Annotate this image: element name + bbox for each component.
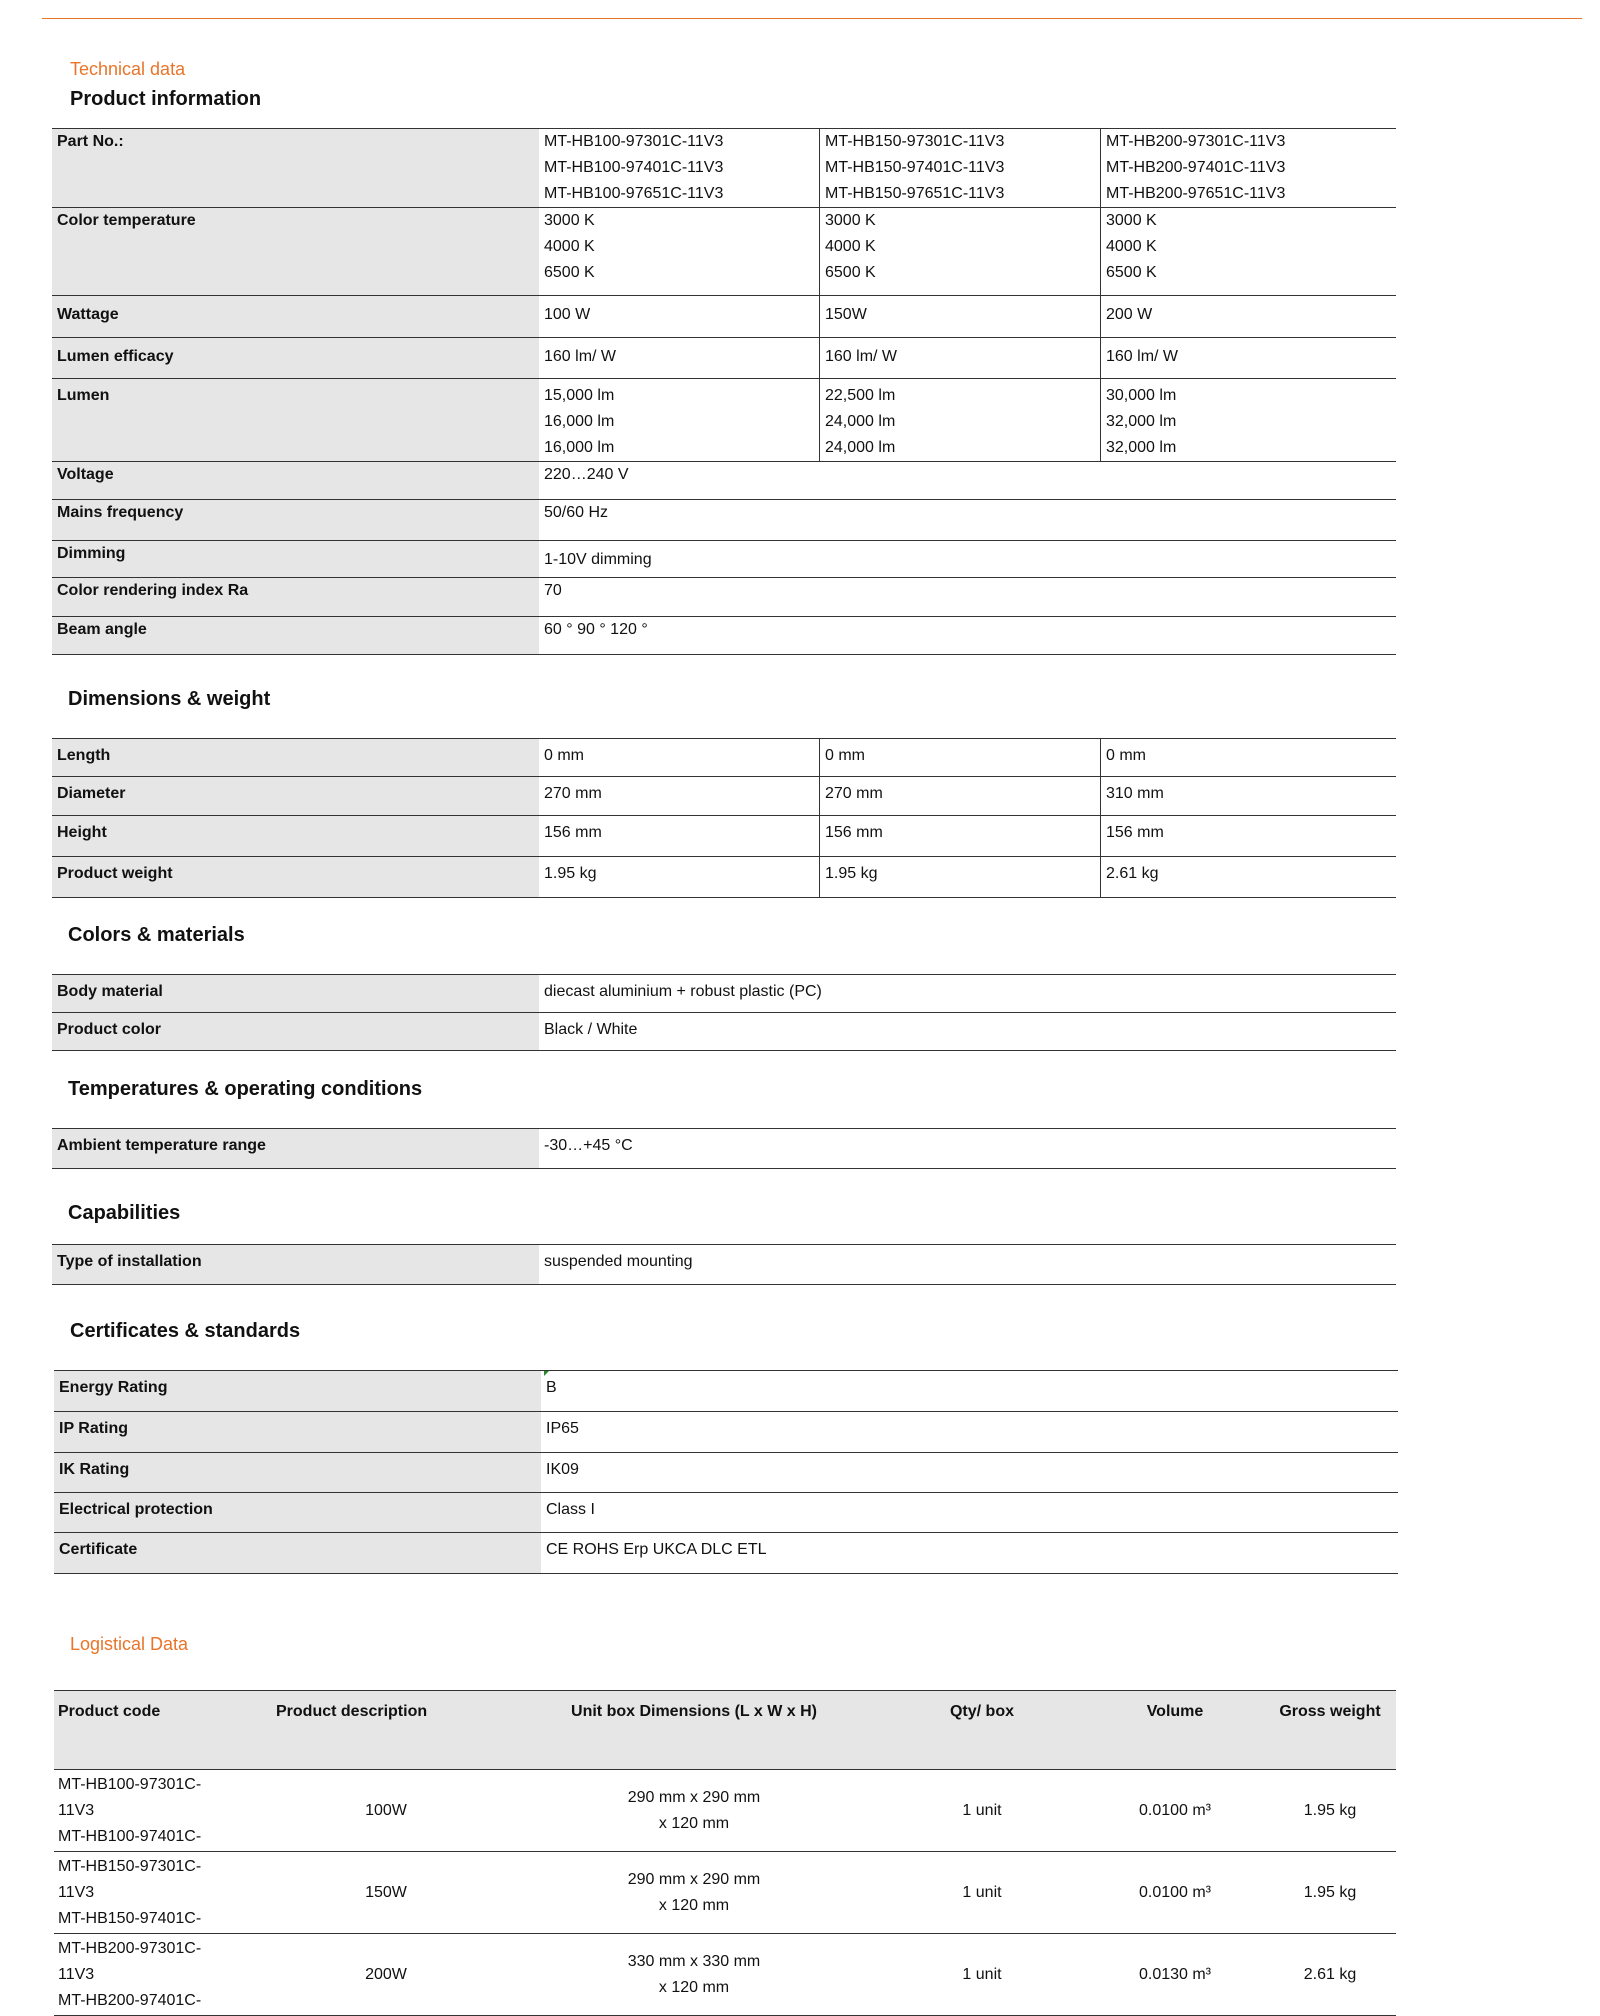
- code-line: MT-HB200-97301C-: [58, 1939, 202, 1957]
- qty-per-box: 1 unit: [878, 1770, 1086, 1852]
- value: diecast aluminium + robust plastic (PC): [544, 983, 822, 1000]
- value: IK09: [546, 1461, 579, 1478]
- product-description: 200W: [262, 1934, 510, 2016]
- box-dimensions: [510, 1852, 878, 1934]
- part-no: MT-HB200-97401C-11V3: [1106, 159, 1286, 176]
- ct-col-2: [820, 208, 1101, 296]
- code-line: MT-HB150-97301C-: [58, 1857, 202, 1875]
- product-code: [54, 1852, 262, 1934]
- table-row: [54, 1770, 1396, 1852]
- value: IP65: [546, 1420, 579, 1437]
- value: 24,000 lm: [825, 439, 896, 456]
- row-certificate: [54, 1533, 1398, 1574]
- label: IP Rating: [54, 1412, 541, 1453]
- value: B: [546, 1379, 557, 1396]
- value: 156 mm: [1101, 816, 1397, 857]
- capabilities-table: [52, 1244, 1396, 1285]
- value: 22,500 lm: [825, 387, 896, 404]
- col-header: Gross weight: [1264, 1691, 1396, 1770]
- part-no: MT-HB150-97301C-11V3: [825, 133, 1005, 150]
- table-row: [54, 1852, 1396, 1934]
- row-wattage: [52, 296, 1396, 338]
- value: 6500 K: [544, 264, 595, 281]
- row-ambient-temperature: [52, 1129, 1396, 1169]
- gross-weight: 2.61 kg: [1264, 1934, 1396, 2016]
- value: 156 mm: [544, 824, 602, 841]
- capabilities-title: Capabilities: [68, 1202, 181, 1224]
- value: Class I: [546, 1501, 595, 1518]
- logistics-table: [54, 1690, 1396, 2016]
- value: 6500 K: [825, 264, 876, 281]
- product-description: 100W: [262, 1770, 510, 1852]
- label: IK Rating: [54, 1453, 541, 1493]
- lumen-col-2: [820, 379, 1101, 462]
- value: 16,000 lm: [544, 413, 615, 430]
- certificates-table: [54, 1370, 1398, 1574]
- value: 32,000 lm: [1106, 413, 1177, 430]
- product-info-table: [52, 128, 1396, 655]
- qty-per-box: 1 unit: [878, 1934, 1086, 2016]
- row-mains-frequency: [52, 500, 1396, 541]
- certificates-title: Certificates & standards: [70, 1320, 301, 1342]
- row-dimming: [52, 541, 1396, 578]
- value: 15,000 lm: [544, 387, 615, 404]
- col-header: Product code: [54, 1691, 262, 1770]
- value: 1.95 kg: [820, 857, 1101, 898]
- section-label-technical: Technical data: [70, 59, 186, 79]
- label: Type of installation: [52, 1245, 539, 1285]
- part-no: MT-HB100-97651C-11V3: [544, 185, 724, 202]
- label: Length: [52, 739, 539, 777]
- ct-col-3: [1101, 208, 1397, 296]
- dimensions-title: Dimensions & weight: [68, 688, 271, 710]
- value: 160 lm/ W: [820, 338, 1101, 379]
- value: 4000 K: [1106, 238, 1157, 255]
- code-line: 11V3: [58, 1883, 95, 1901]
- value: 1-10V dimming: [544, 551, 652, 568]
- value: 60 ° 90 ° 120 °: [544, 621, 648, 638]
- dim-line: 290 mm x 290 mm: [627, 1788, 761, 1806]
- row-lumen-efficacy: [52, 338, 1396, 379]
- label: Color rendering index Ra: [52, 578, 539, 617]
- value: 6500 K: [1106, 264, 1157, 281]
- temps-title: Temperatures & operating conditions: [68, 1078, 423, 1100]
- value: 100 W: [544, 306, 591, 323]
- label: Diameter: [52, 777, 539, 816]
- value: 24,000 lm: [825, 413, 896, 430]
- gross-weight: 1.95 kg: [1264, 1770, 1396, 1852]
- ct-col-1: [539, 208, 820, 296]
- part-col-2: [820, 129, 1101, 208]
- part-col-1: [539, 129, 820, 208]
- value: 16,000 lm: [544, 439, 615, 456]
- value: 1.95 kg: [544, 865, 597, 882]
- row-ip-rating: [54, 1412, 1398, 1453]
- product-info-title: Product information: [70, 88, 262, 110]
- label: Lumen: [52, 379, 539, 462]
- dim-line: x 120 mm: [658, 1814, 730, 1832]
- value: 3000 K: [1106, 212, 1157, 229]
- dim-line: 290 mm x 290 mm: [627, 1870, 761, 1888]
- label: Electrical protection: [54, 1493, 541, 1533]
- col-header: Qty/ box: [878, 1691, 1086, 1770]
- colors-title: Colors & materials: [68, 924, 245, 946]
- volume: 0.0100 m³: [1086, 1770, 1264, 1852]
- code-line: 11V3: [58, 1965, 95, 1983]
- value: 160 lm/ W: [1101, 338, 1397, 379]
- label: Height: [52, 816, 539, 857]
- dim-line: x 120 mm: [658, 1978, 730, 1996]
- label: Product color: [52, 1013, 539, 1051]
- dim-line: 330 mm x 330 mm: [627, 1952, 761, 1970]
- col-header: Volume: [1086, 1691, 1264, 1770]
- label: Dimming: [52, 541, 539, 578]
- row-installation: [52, 1245, 1396, 1285]
- row-energy-rating: [54, 1371, 1398, 1412]
- value: suspended mounting: [544, 1253, 693, 1270]
- logistics-header-row: [54, 1691, 1396, 1770]
- value: 220…240 V: [544, 466, 629, 483]
- row-electrical-protection: [54, 1493, 1398, 1533]
- dimensions-table: [52, 738, 1396, 898]
- value: 270 mm: [544, 785, 602, 802]
- row-ik-rating: [54, 1453, 1398, 1493]
- row-diameter: [52, 777, 1396, 816]
- part-no: MT-HB200-97651C-11V3: [1106, 185, 1286, 202]
- value: -30…+45 °C: [544, 1137, 633, 1154]
- dim-line: x 120 mm: [658, 1896, 730, 1914]
- value: 0 mm: [820, 739, 1101, 777]
- volume: 0.0100 m³: [1086, 1852, 1264, 1934]
- row-body-material: [52, 975, 1396, 1013]
- col-header: Unit box Dimensions (L x W x H): [510, 1691, 878, 1770]
- label: Color temperature: [52, 208, 539, 296]
- value: 0 mm: [1101, 739, 1397, 777]
- value: 310 mm: [1101, 777, 1397, 816]
- label: Voltage: [52, 462, 539, 500]
- code-line: MT-HB200-97401C-: [58, 1991, 202, 2009]
- value: 2.61 kg: [1101, 857, 1397, 898]
- label: Product weight: [52, 857, 539, 898]
- row-part-no: [52, 129, 1396, 208]
- value: Black / White: [544, 1021, 638, 1038]
- label: Beam angle: [52, 617, 539, 655]
- label: Ambient temperature range: [52, 1129, 539, 1169]
- label: Lumen efficacy: [52, 338, 539, 379]
- value: 270 mm: [820, 777, 1101, 816]
- label: Energy Rating: [54, 1371, 541, 1412]
- part-no: MT-HB150-97401C-11V3: [825, 159, 1005, 176]
- col-header: Product description: [262, 1691, 510, 1770]
- table-row: [54, 1934, 1396, 2016]
- code-line: MT-HB100-97301C-: [58, 1775, 202, 1793]
- row-beam-angle: [52, 617, 1396, 655]
- value: 3000 K: [544, 212, 595, 229]
- value: 160 lm/ W: [544, 348, 617, 365]
- value: 0 mm: [544, 747, 584, 764]
- gross-weight: 1.95 kg: [1264, 1852, 1396, 1934]
- part-no: MT-HB100-97301C-11V3: [544, 133, 724, 150]
- row-voltage: [52, 462, 1396, 500]
- row-color-temp: [52, 208, 1396, 296]
- label: Part No.:: [52, 129, 539, 208]
- code-line: MT-HB150-97401C-: [58, 1909, 202, 1927]
- row-cri: [52, 578, 1396, 617]
- value: 70: [544, 582, 562, 599]
- value: 4000 K: [825, 238, 876, 255]
- qty-per-box: 1 unit: [878, 1852, 1086, 1934]
- value: 50/60 Hz: [544, 504, 609, 521]
- lumen-col-1: [539, 379, 820, 462]
- part-no: MT-HB200-97301C-11V3: [1106, 133, 1286, 150]
- row-product-color: [52, 1013, 1396, 1051]
- row-height: [52, 816, 1396, 857]
- label: Wattage: [52, 296, 539, 338]
- label: Certificate: [54, 1533, 541, 1574]
- row-product-weight: [52, 857, 1396, 898]
- product-code: [54, 1770, 262, 1852]
- value: CE ROHS Erp UKCA DLC ETL: [546, 1541, 767, 1558]
- lumen-col-3: [1101, 379, 1397, 462]
- volume: 0.0130 m³: [1086, 1934, 1264, 2016]
- value: 3000 K: [825, 212, 876, 229]
- value: 4000 K: [544, 238, 595, 255]
- label: Body material: [52, 975, 539, 1013]
- part-col-3: [1101, 129, 1397, 208]
- row-length: [52, 739, 1396, 777]
- value: 200 W: [1101, 296, 1397, 338]
- box-dimensions: [510, 1934, 878, 2016]
- top-rule: [42, 18, 1582, 19]
- code-line: 11V3: [58, 1801, 95, 1819]
- value: 30,000 lm: [1106, 387, 1177, 404]
- product-description: 150W: [262, 1852, 510, 1934]
- box-dimensions: [510, 1770, 878, 1852]
- row-lumen: [52, 379, 1396, 462]
- code-line: MT-HB100-97401C-: [58, 1827, 202, 1845]
- temps-table: [52, 1128, 1396, 1169]
- part-no: MT-HB150-97651C-11V3: [825, 185, 1005, 202]
- part-no: MT-HB100-97401C-11V3: [544, 159, 724, 176]
- section-label-logistics: Logistical Data: [70, 1634, 189, 1654]
- value: 156 mm: [820, 816, 1101, 857]
- value: 150W: [820, 296, 1101, 338]
- value: 32,000 lm: [1106, 439, 1177, 456]
- label: Mains frequency: [52, 500, 539, 541]
- product-code: [54, 1934, 262, 2016]
- colors-table: [52, 974, 1396, 1051]
